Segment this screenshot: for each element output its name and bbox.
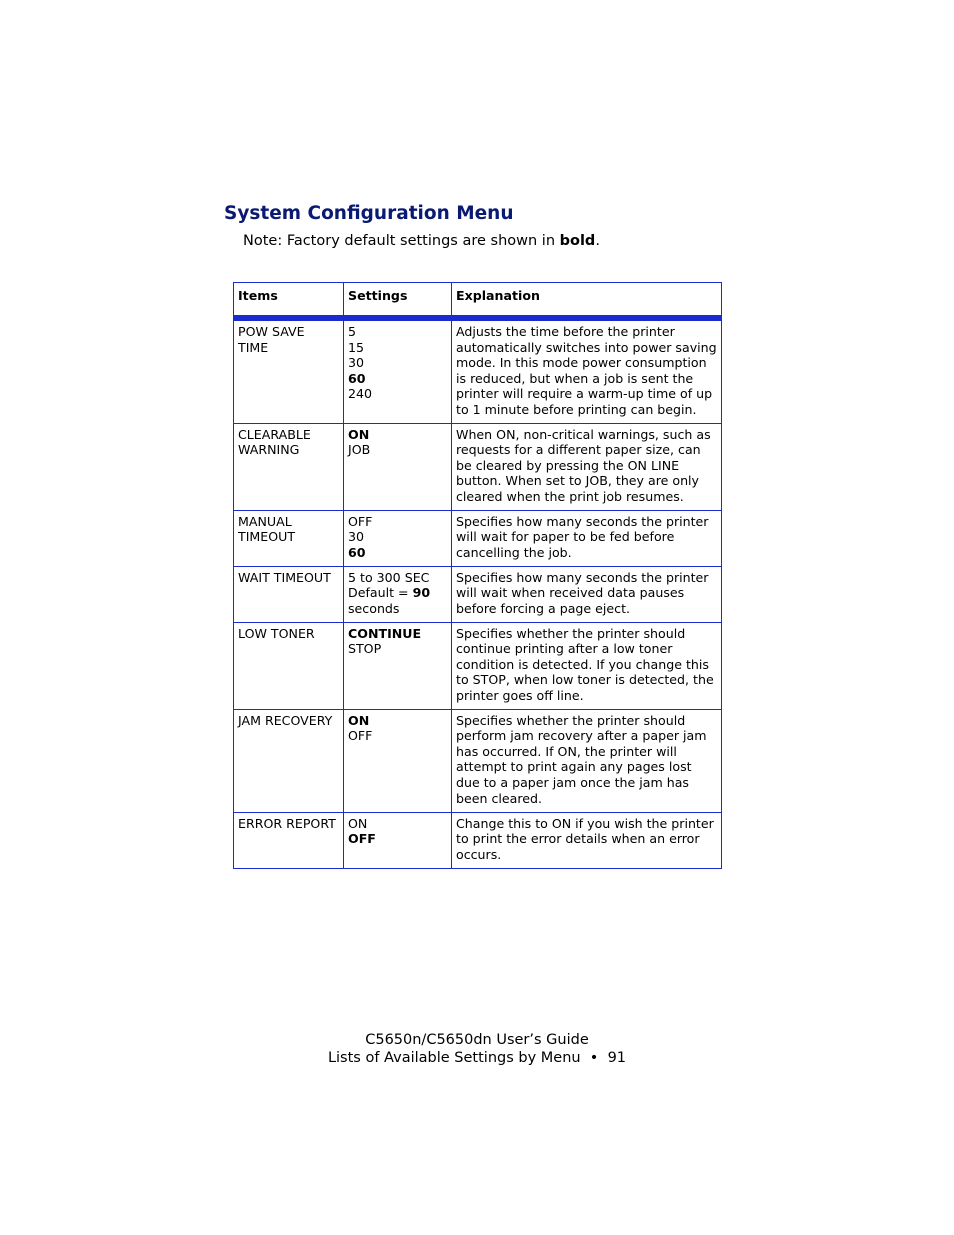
setting-option-text: 240: [348, 386, 373, 402]
table-row: [234, 566, 722, 622]
setting-option-text: OFF: [348, 513, 373, 529]
explanation-cell: Specifies how many seconds the printer will wait when received data pauses before forcing a page eject.: [452, 566, 722, 622]
footer-section-page: Lists of Available Settings by Menu • 91: [327, 1049, 627, 1066]
setting-option: [348, 386, 447, 402]
setting-option-text: OFF: [348, 831, 376, 847]
item-label: WAIT TIMEOUT: [238, 569, 331, 585]
setting-option: [348, 442, 447, 458]
settings-cell: [344, 709, 452, 812]
table-row: [234, 318, 722, 423]
setting-option-text: 5: [348, 324, 357, 339]
table-row: [234, 510, 722, 566]
setting-option: [348, 831, 447, 847]
setting-option-text: 30: [348, 355, 365, 371]
setting-option: [348, 728, 447, 744]
setting-option-text: Default =: [348, 585, 413, 601]
explanation-cell: Specifies whether the printer should continue printing after a low toner condition is detected. If you change this to STOP, when low toner is detected, the printer goes off line.: [452, 622, 722, 709]
setting-option: [348, 340, 447, 356]
setting-option: [348, 570, 447, 586]
item-label: JAM RECOVERY: [238, 712, 333, 728]
table-row: [234, 812, 722, 868]
note-bold-word: bold: [559, 233, 596, 249]
setting-option: [348, 529, 447, 545]
setting-option-text: STOP: [348, 641, 382, 657]
setting-option-text: CONTINUE: [348, 625, 422, 641]
page-footer: [0, 1032, 954, 1067]
setting-default-value: 90: [412, 585, 431, 601]
settings-cell: [344, 510, 452, 566]
item-label: POW SAVE: [238, 324, 305, 339]
table-body: [234, 318, 722, 868]
explanation-cell: When ON, non-critical warnings, such as requests for a different paper size, can be cleared by pressing the ON LINE button. When set to JOB, they are only cleared when the print job resumes.: [452, 423, 722, 510]
setting-option-text: JOB: [348, 442, 371, 458]
setting-option-text: seconds: [348, 600, 400, 616]
setting-option-text: OFF: [348, 728, 373, 744]
setting-option-text: 60: [348, 544, 366, 560]
item-label: TIME: [238, 339, 269, 355]
item-cell: [234, 423, 344, 510]
setting-option: [348, 816, 447, 832]
setting-option: [348, 545, 447, 561]
note-suffix: .: [595, 233, 600, 249]
item-label: MANUAL: [238, 513, 292, 529]
header-explanation: Explanation: [452, 283, 722, 319]
settings-cell: [344, 566, 452, 622]
setting-option: [348, 371, 447, 387]
setting-option-text: 15: [348, 339, 365, 355]
settings-table: [233, 282, 722, 869]
setting-option: [348, 585, 447, 601]
item-label: LOW TONER: [238, 625, 315, 641]
setting-option: [348, 427, 447, 443]
setting-option-text: ON: [348, 712, 370, 728]
setting-option-text: ON: [348, 815, 368, 831]
item-cell: [234, 812, 344, 868]
header-items: Items: [234, 283, 344, 319]
item-label: WARNING: [238, 442, 300, 458]
setting-option-text: ON: [348, 426, 370, 442]
page-title: System Configuration Menu: [224, 203, 514, 224]
item-label: TIMEOUT: [238, 529, 296, 545]
footer-guide-title: C5650n/C5650dn User’s Guide: [365, 1032, 589, 1048]
header-settings: Settings: [344, 283, 452, 319]
settings-cell: [344, 622, 452, 709]
setting-option-text: 60: [348, 370, 366, 386]
setting-option-text: 30: [348, 529, 365, 545]
item-label: ERROR REPORT: [238, 815, 336, 831]
item-cell: [234, 318, 344, 423]
item-cell: [234, 622, 344, 709]
setting-option: [348, 626, 447, 642]
setting-option: [348, 713, 447, 729]
setting-option: [348, 514, 447, 530]
item-cell: [234, 510, 344, 566]
explanation-cell: Adjusts the time before the printer automatically switches into power saving mode. In this mode power consumption is reduced, but when a job is sent the printer will require a warm-up time of up to 1 minute before printing can begin.: [452, 318, 722, 423]
item-label: CLEARABLE: [238, 426, 311, 442]
item-cell: [234, 566, 344, 622]
table-row: [234, 423, 722, 510]
setting-option: [348, 601, 447, 617]
setting-option-text: 5 to 300 SEC: [348, 569, 430, 585]
setting-option: [348, 324, 447, 340]
setting-option: [348, 355, 447, 371]
settings-cell: [344, 812, 452, 868]
item-cell: [234, 709, 344, 812]
table-row: [234, 622, 722, 709]
table-row: [234, 709, 722, 812]
setting-option: [348, 641, 447, 657]
settings-cell: [344, 318, 452, 423]
explanation-cell: Specifies whether the printer should perform jam recovery after a paper jam has occurred. If ON, the printer will attempt to print again any pages lost due to a paper jam once the jam has been cleared.: [452, 709, 722, 812]
explanation-cell: Specifies how many seconds the printer will wait for paper to be fed before cancelling the job.: [452, 510, 722, 566]
note: [243, 233, 600, 249]
note-prefix: Note: Factory default settings are shown in: [243, 233, 560, 249]
explanation-cell: Change this to ON if you wish the printer to print the error details when an error occurs.: [452, 812, 722, 868]
table-header-row: [234, 283, 722, 319]
settings-cell: [344, 423, 452, 510]
